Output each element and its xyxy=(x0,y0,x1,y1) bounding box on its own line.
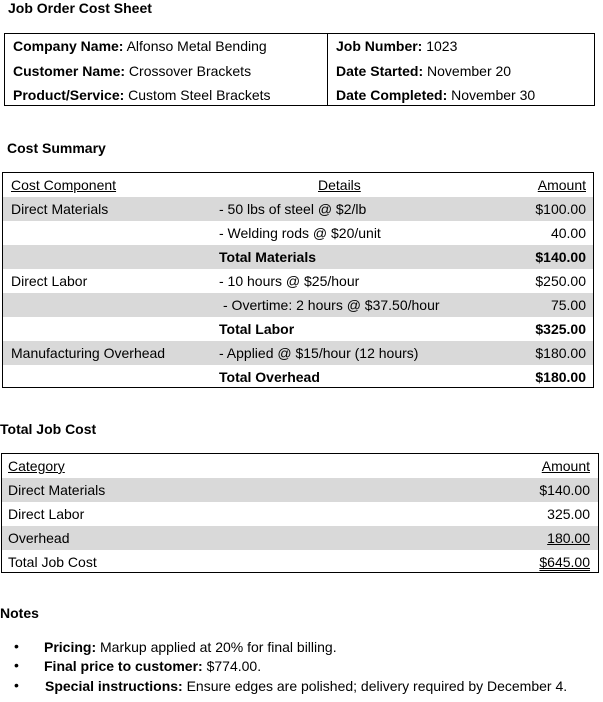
customer-name-value: Crossover Brackets xyxy=(128,63,252,79)
date-completed xyxy=(336,87,535,103)
page-title: Job Order Cost Sheet xyxy=(8,0,152,16)
total-header-row xyxy=(2,454,598,478)
notes-list xyxy=(0,639,603,699)
cost-summary-header-row xyxy=(3,173,593,197)
bullet-icon: • xyxy=(14,657,19,673)
note-label: Final price to customer: xyxy=(44,658,203,674)
table-row xyxy=(3,197,593,221)
info-divider xyxy=(327,34,328,105)
header-details: Details xyxy=(318,177,361,193)
row-category: Total Job Cost xyxy=(8,554,97,570)
table-row xyxy=(3,293,593,317)
row-amount: $180.00 xyxy=(535,345,586,361)
row-details: Total Materials xyxy=(219,249,316,265)
header-amount: Amount xyxy=(537,177,586,193)
customer-name xyxy=(13,63,251,79)
row-amount: 75.00 xyxy=(550,297,586,313)
table-row-total xyxy=(2,550,598,574)
note-text: $774.00. xyxy=(202,658,262,674)
job-number-label: Job Number: xyxy=(336,38,423,54)
company-name-label: Company Name: xyxy=(13,38,124,54)
row-details: Total Overhead xyxy=(219,369,320,385)
date-completed-label: Date Completed: xyxy=(336,87,448,103)
table-row xyxy=(3,269,593,293)
job-info-table xyxy=(4,33,595,106)
row-amount: 40.00 xyxy=(550,225,586,241)
row-component: Direct Labor xyxy=(11,273,88,289)
job-number-value: 1023 xyxy=(426,38,458,54)
company-name xyxy=(13,38,267,54)
date-started xyxy=(336,63,511,79)
row-category: Direct Labor xyxy=(8,506,85,522)
cost-summary-table xyxy=(2,172,594,388)
total-job-cost-table xyxy=(1,453,599,573)
product-service-value: Custom Steel Brackets xyxy=(128,87,271,103)
date-started-label: Date Started: xyxy=(336,63,424,79)
row-details: - Overtime: 2 hours @ $37.50/hour xyxy=(223,297,440,313)
row-amount: $140.00 xyxy=(535,249,586,265)
row-details: - 50 lbs of steel @ $2/lb xyxy=(219,201,367,217)
row-category: Overhead xyxy=(8,530,70,546)
note-label: Pricing: xyxy=(44,639,97,655)
table-row-total xyxy=(3,317,593,341)
company-name-value: Alfonso Metal Bending xyxy=(126,38,267,54)
row-amount: $100.00 xyxy=(535,201,586,217)
row-amount: $325.00 xyxy=(535,321,586,337)
table-row-total xyxy=(3,245,593,269)
list-item xyxy=(44,639,337,655)
row-amount: $180.00 xyxy=(535,369,586,385)
product-service xyxy=(13,87,271,103)
row-component: Direct Materials xyxy=(11,201,109,217)
notes-title: Notes xyxy=(0,605,39,621)
note-text: Ensure edges are polished; delivery required by December 4. xyxy=(182,678,568,694)
row-details: Total Labor xyxy=(219,321,295,337)
row-amount: $645.00 xyxy=(539,554,590,570)
note-text: Markup applied at 20% for final billing. xyxy=(96,639,337,655)
date-started-value: November 20 xyxy=(427,63,512,79)
row-details: - Welding rods @ $20/unit xyxy=(219,225,381,241)
job-number xyxy=(336,38,457,54)
row-category: Direct Materials xyxy=(8,482,106,498)
row-amount: $250.00 xyxy=(535,273,586,289)
table-row xyxy=(2,478,598,502)
row-component: Manufacturing Overhead xyxy=(11,345,166,361)
row-amount: $140.00 xyxy=(539,482,590,498)
row-details: - Applied @ $15/hour (12 hours) xyxy=(219,345,419,361)
bullet-icon: • xyxy=(14,638,19,654)
customer-name-label: Customer Name: xyxy=(13,63,126,79)
row-details: - 10 hours @ $25/hour xyxy=(219,273,360,289)
table-row xyxy=(2,502,598,526)
header-amount: Amount xyxy=(541,458,590,474)
list-item xyxy=(44,658,261,674)
bullet-icon: • xyxy=(14,677,19,693)
table-row-total xyxy=(3,365,593,389)
row-amount: 180.00 xyxy=(547,530,590,546)
date-completed-value: November 30 xyxy=(451,87,536,103)
product-service-label: Product/Service: xyxy=(13,87,125,103)
table-row xyxy=(2,526,598,550)
row-amount: 325.00 xyxy=(547,506,590,522)
cost-summary-title: Cost Summary xyxy=(7,140,106,156)
total-job-cost-title: Total Job Cost xyxy=(0,421,97,437)
list-item xyxy=(45,678,567,694)
header-category: Category xyxy=(8,458,65,474)
header-cost-component: Cost Component xyxy=(11,177,117,193)
note-label: Special instructions: xyxy=(45,678,183,694)
table-row xyxy=(3,341,593,365)
table-row xyxy=(3,221,593,245)
